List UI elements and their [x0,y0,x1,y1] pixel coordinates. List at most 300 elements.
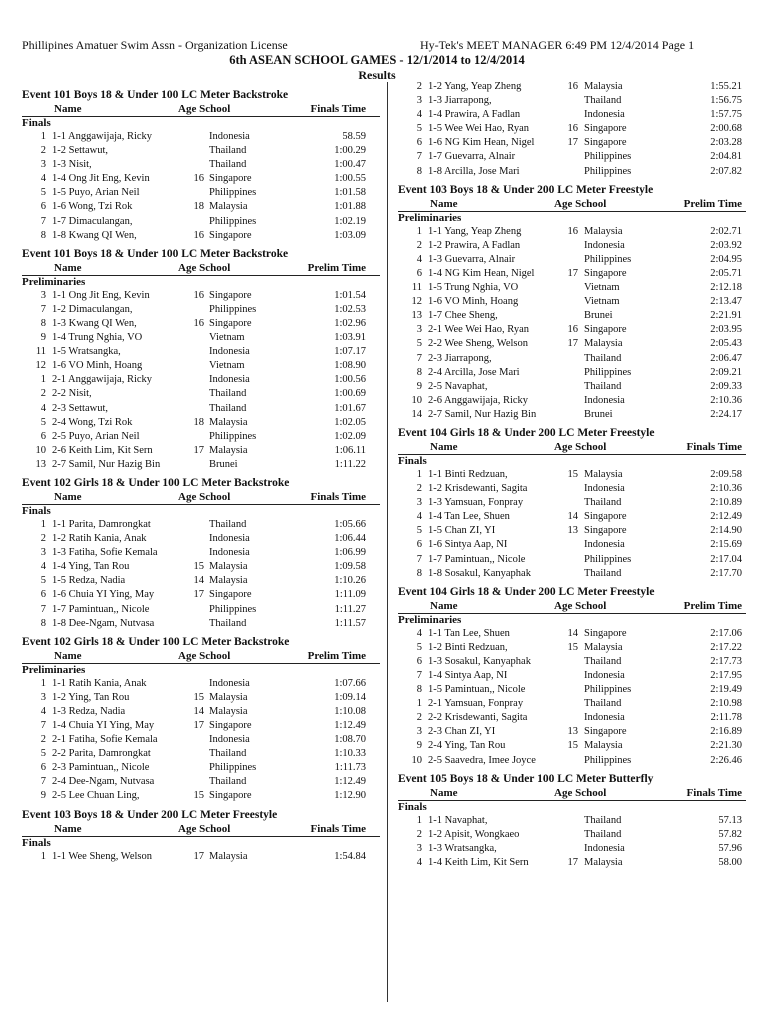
place: 8 [416,567,422,579]
result-row [398,165,746,179]
age: 14 [193,705,204,717]
swimmer-name: 1-8 Arcilla, Jose Mari [428,165,520,177]
swimmer-name: 1-6 Wong, Tzi Rok [52,201,133,213]
place: 7 [416,352,422,364]
age: 16 [567,123,578,135]
age-school-header: Age School [554,440,607,453]
result-row [398,641,746,655]
school: Indonesia [584,394,625,406]
swimmer-name: 1-4 Ying, Tan Rou [52,561,130,573]
result-row [398,408,746,422]
result-row [398,524,746,538]
place: 1 [416,225,422,237]
time: 1:11.09 [334,589,366,601]
swimmer-name: 1-2 Settawut, [52,145,108,157]
age: 17 [193,850,204,862]
event-block [398,80,746,179]
result-row [398,697,746,711]
time: 2:03.92 [710,239,742,251]
round-label: Preliminaries [398,613,462,626]
round-label: Finals [22,836,51,849]
result-row [22,345,380,359]
place: 8 [40,317,46,329]
result-row [398,239,746,253]
place: 5 [416,338,422,350]
org-license-text: Phillipines Amatuer Swim Assn - Organization License [22,38,288,52]
swimmer-name: 1-2 Prawira, A Fadlan [428,239,521,251]
time: 2:17.06 [710,627,742,639]
place: 5 [40,187,46,199]
age: 17 [193,720,204,731]
result-row [398,496,746,510]
result-row [22,850,380,864]
time: 2:14.90 [710,525,742,537]
result-row [398,739,746,753]
time: 1:00.69 [334,388,366,400]
result-row [398,94,746,108]
age: 14 [567,627,578,639]
age: 16 [193,173,204,185]
place: 3 [40,691,46,703]
time-header: Finals Time [686,440,742,453]
school: Singapore [584,525,627,537]
school: Thailand [584,95,622,107]
swimmer-name: 1-2 Apisit, Wongkaeo [428,828,520,840]
result-row [398,627,746,641]
place: 4 [40,705,46,717]
time: 2:17.04 [710,553,742,565]
school: Indonesia [209,346,250,358]
place: 6 [416,137,422,149]
result-row [22,215,380,229]
school: Singapore [584,267,627,279]
place: 6 [40,589,46,601]
time: 1:01.67 [334,402,366,414]
place: 5 [416,123,422,135]
swimmer-name: 1-8 Dee-Ngam, Nutvasa [52,617,155,629]
column-header [398,600,746,614]
time: 1:00.29 [334,145,366,157]
swimmer-name: 1-1 Ratih Kania, Anak [52,677,147,689]
result-row [398,323,746,337]
age-school-header: Age School [178,103,231,115]
time: 1:08.70 [334,734,366,746]
school: Malaysia [584,338,623,350]
event-block [398,183,746,422]
swimmer-name: 1-7 Dimaculangan, [52,215,133,227]
place: 2 [40,145,46,157]
time: 57.96 [718,842,742,854]
school: Indonesia [584,109,625,121]
name-header: Name [54,103,82,115]
school: Thailand [584,814,622,826]
school: Philippines [584,151,632,163]
column-header [22,103,380,117]
result-row [22,789,380,803]
time: 1:02.53 [334,303,366,315]
time: 2:03.95 [710,324,742,336]
result-row [398,337,746,351]
swimmer-name: 2-2 Krisdewanti, Sagita [428,712,528,724]
place: 2 [416,81,422,92]
time-header: Finals Time [310,822,366,835]
place: 14 [411,408,422,420]
place: 1 [416,468,422,480]
place: 3 [416,497,422,509]
age: 18 [193,201,204,213]
time: 1:54.84 [334,850,366,862]
round-label: Finals [22,117,51,129]
place: 1 [40,131,46,142]
column-header [22,823,380,837]
swimmer-name: 1-3 Nisit, [52,159,92,171]
time: 2:21.30 [710,740,742,752]
school: Singapore [584,324,627,336]
time: 2:13.47 [710,296,742,308]
result-row [22,172,380,186]
school: Philippines [584,684,632,696]
place: 13 [411,310,422,322]
swimmer-name: 1-3 Guevarra, Alnair [428,253,516,265]
age: 16 [193,317,204,329]
school: Indonesia [209,734,250,746]
result-row [398,295,746,309]
result-row [22,691,380,705]
result-row [22,518,380,532]
result-row [22,373,380,387]
event-block [22,88,380,243]
school: Indonesia [209,533,250,545]
swimmer-name: 1-7 Chee Sheng, [428,310,498,322]
school: Philippines [584,553,632,565]
event-block [398,585,746,768]
result-row [22,603,380,617]
swimmer-name: 1-5 Wee Wei Hao, Ryan [428,123,530,135]
swimmer-name: 2-2 Nisit, [52,388,92,400]
time: 2:19.49 [710,684,742,696]
school: Malaysia [584,856,623,868]
left-column [22,84,380,864]
school: Singapore [584,137,627,149]
place: 2 [416,483,422,495]
school: Singapore [209,790,252,802]
result-row [398,856,746,870]
school: Thailand [584,828,622,840]
result-row [22,144,380,158]
swimmer-name: 1-6 Sintya Aap, NI [428,539,508,551]
school: Indonesia [209,677,250,689]
swimmer-name: 1-6 NG Kim Hean, Nigel [428,137,535,149]
result-row [22,588,380,602]
time: 1:10.33 [334,748,366,760]
swimmer-name: 1-3 Sosakul, Kanyaphak [428,655,531,667]
school: Indonesia [209,374,250,386]
result-row [22,560,380,574]
place: 11 [35,346,46,358]
time: 2:04.81 [710,151,742,163]
result-row [22,546,380,560]
result-row [398,814,746,828]
place: 2 [416,239,422,251]
school: Singapore [584,726,627,738]
swimmer-name: 1-7 Guevarra, Alnair [428,151,516,163]
swimmer-name: 2-1 Yamsuan, Fonpray [428,698,524,710]
time: 1:07.17 [334,346,366,358]
age-school-header: Age School [178,649,231,662]
result-row [398,80,746,94]
result-row [398,754,746,768]
swimmer-name: 1-2 Ying, Tan Rou [52,691,130,703]
school: Philippines [209,303,257,315]
place: 7 [40,720,46,731]
school: Singapore [209,229,252,241]
time: 1:01.58 [334,187,366,199]
event-title: Event 101 Boys 18 & Under 100 LC Meter Backstroke [22,89,289,101]
school: Malaysia [209,691,248,703]
age: 15 [193,790,204,802]
swimmer-name: 1-5 Redza, Nadia [52,575,126,587]
swimmer-name: 1-4 Sintya Aap, NI [428,670,508,681]
result-row [398,553,746,567]
result-row [22,186,380,200]
age-school-header: Age School [178,261,231,274]
time: 2:12.18 [710,282,742,294]
swimmer-name: 1-3 Jiarrapong, [428,95,492,107]
swimmer-name: 1-1 Parita, Damrongkat [52,518,151,530]
time: 1:06.44 [334,533,366,545]
school: Singapore [584,123,627,135]
swimmer-name: 2-6 Keith Lim, Kit Sern [52,444,153,456]
column-header [22,650,380,664]
place: 6 [416,267,422,279]
swimmer-name: 1-1 Ong Jit Eng, Kevin [52,289,150,301]
column-header [398,787,746,801]
age: 15 [567,468,578,480]
school: Philippines [209,762,257,774]
swimmer-name: 2-4 Dee-Ngam, Nutvasa [52,776,155,788]
school: Thailand [209,388,247,400]
swimmer-name: 2-5 Puyo, Arian Neil [52,430,140,442]
time: 2:17.22 [710,641,742,653]
place: 7 [416,151,422,163]
swimmer-name: 1-5 Puyo, Arian Neil [52,187,140,199]
result-row [398,482,746,496]
result-row [398,711,746,725]
swimmer-name: 2-3 Jiarrapong, [428,352,492,364]
swimmer-name: 2-1 Anggawijaja, Ricky [52,374,153,386]
round-label: Preliminaries [398,211,462,224]
place: 7 [416,553,422,565]
event-block [22,635,380,804]
time-header: Finals Time [310,490,366,503]
time: 1:00.47 [334,159,366,171]
result-row [22,747,380,761]
time: 2:26.46 [710,754,742,766]
swimmer-name: 1-3 Redza, Nadia [52,705,126,717]
place: 8 [40,229,46,241]
result-row [22,444,380,458]
school: Malaysia [209,575,248,587]
time: 1:02.96 [334,317,366,329]
swimmer-name: 1-4 Keith Lim, Kit Sern [428,856,529,868]
time: 2:21.91 [710,310,742,322]
swimmer-name: 1-1 Binti Redzuan, [428,468,508,480]
school: Philippines [584,165,632,177]
event-block [22,808,380,864]
swimmer-name: 1-4 NG Kim Hean, Nigel [428,267,535,279]
school: Thailand [209,159,247,171]
place: 6 [40,201,46,213]
swimmer-name: 1-1 Yang, Yeap Zheng [428,225,522,237]
swimmer-name: 1-1 Navaphat, [428,814,488,826]
place: 6 [416,655,422,667]
event-block [398,772,746,870]
column-header [22,262,380,276]
swimmer-name: 2-3 Pamintuan,, Nicole [52,762,150,774]
school: Philippines [584,366,632,378]
swimmer-name: 1-6 VO Minh, Hoang [52,360,143,372]
result-row [22,359,380,373]
time: 2:10.36 [710,483,742,495]
time: 58.00 [718,856,742,868]
school: Malaysia [584,81,623,92]
result-row [398,225,746,239]
place: 6 [40,430,46,442]
place: 1 [416,814,422,826]
swimmer-name: 1-2 Binti Redzuan, [428,641,508,653]
swimmer-name: 1-5 Wratsangka, [52,346,121,358]
school: Thailand [209,518,247,530]
swimmer-name: 1-5 Chan ZI, YI [428,525,496,537]
time: 57.82 [718,828,742,840]
age: 15 [567,740,578,752]
place: 5 [416,641,422,653]
place: 3 [416,95,422,107]
school: Brunei [584,408,613,420]
place: 4 [416,627,422,639]
time: 2:09.21 [710,366,742,378]
result-row [398,828,746,842]
swimmer-name: 2-4 Wong, Tzi Rok [52,416,133,428]
school: Malaysia [209,561,248,573]
place: 8 [416,684,422,696]
time: 1:57.75 [710,109,742,121]
time: 1:07.66 [334,677,366,689]
place: 9 [416,740,422,752]
swimmer-name: 1-1 Wee Sheng, Welson [52,850,152,862]
age: 14 [193,575,204,587]
time: 2:10.98 [710,698,742,710]
age: 16 [567,81,578,92]
place: 3 [40,547,46,559]
swimmer-name: 1-3 Kwang QI Wen, [52,317,137,329]
result-row [398,108,746,122]
result-row [22,705,380,719]
school: Vietnam [209,360,245,372]
result-row [22,677,380,691]
place: 5 [40,416,46,428]
result-row [398,538,746,552]
place: 2 [40,533,46,545]
result-row [398,122,746,136]
result-row [22,130,380,144]
swimmer-name: 1-7 Pamintuan,, Nicole [52,603,150,615]
name-header: Name [430,786,458,799]
time: 2:06.47 [710,352,742,364]
event-title: Event 105 Boys 18 & Under 100 LC Meter Butterfly [398,772,654,785]
place: 13 [35,458,46,470]
place: 3 [416,726,422,738]
place: 3 [40,159,46,171]
time: 2:03.28 [710,137,742,149]
result-row [398,380,746,394]
school: Indonesia [584,842,625,854]
school: Singapore [209,317,252,329]
swimmer-name: 2-3 Settawut, [52,402,108,414]
result-row [22,430,380,444]
swimmer-name: 1-3 Yamsuan, Fonpray [428,497,524,509]
age: 15 [193,691,204,703]
name-header: Name [54,261,82,274]
school: Thailand [584,698,622,710]
result-row [398,725,746,739]
result-row [398,510,746,524]
time: 2:04.95 [710,253,742,265]
swimmer-name: 1-4 Trung Nghia, VO [52,332,143,344]
time: 1:56.75 [710,95,742,107]
time: 1:00.56 [334,374,366,386]
result-row [22,719,380,733]
school: Philippines [584,253,632,265]
name-header: Name [430,440,458,453]
place: 7 [40,776,46,788]
place: 5 [40,575,46,587]
time: 58.59 [342,131,366,142]
school: Brunei [584,310,613,322]
age: 17 [567,338,578,350]
swimmer-name: 1-4 Chuia YI Ying, May [52,720,155,731]
time: 1:10.26 [334,575,366,587]
swimmer-name: 1-1 Tan Lee, Shuen [428,627,510,639]
school: Philippines [209,215,257,227]
swimmer-name: 2-7 Samil, Nur Hazig Bin [52,458,161,470]
meet-title: 6th ASEAN SCHOOL GAMES - 12/1/2014 to 12/4/2014 [229,53,525,67]
age-school-header: Age School [554,599,607,612]
swimmer-name: 2-7 Samil, Nur Hazig Bin [428,408,537,420]
round-label: Finals [22,504,51,517]
place: 5 [416,525,422,537]
name-header: Name [54,822,82,835]
event-title: Event 102 Girls 18 & Under 100 LC Meter Backstroke [22,635,290,648]
school: Vietnam [209,332,245,344]
time: 1:12.49 [334,720,366,731]
time: 1:09.58 [334,561,366,573]
time: 1:09.14 [334,691,366,703]
time: 2:00.68 [710,123,742,135]
age-school-header: Age School [554,197,607,210]
school: Philippines [209,430,257,442]
school: Singapore [209,289,252,301]
round-label: Preliminaries [22,663,86,676]
swimmer-name: 1-6 Chuia YI Ying, May [52,589,155,601]
time: 1:11.57 [334,617,366,629]
event-title: Event 101 Boys 18 & Under 100 LC Meter Backstroke [22,247,289,260]
result-row [398,267,746,281]
place: 4 [40,173,46,185]
place: 7 [40,215,46,227]
result-row [22,289,380,303]
result-row [22,574,380,588]
